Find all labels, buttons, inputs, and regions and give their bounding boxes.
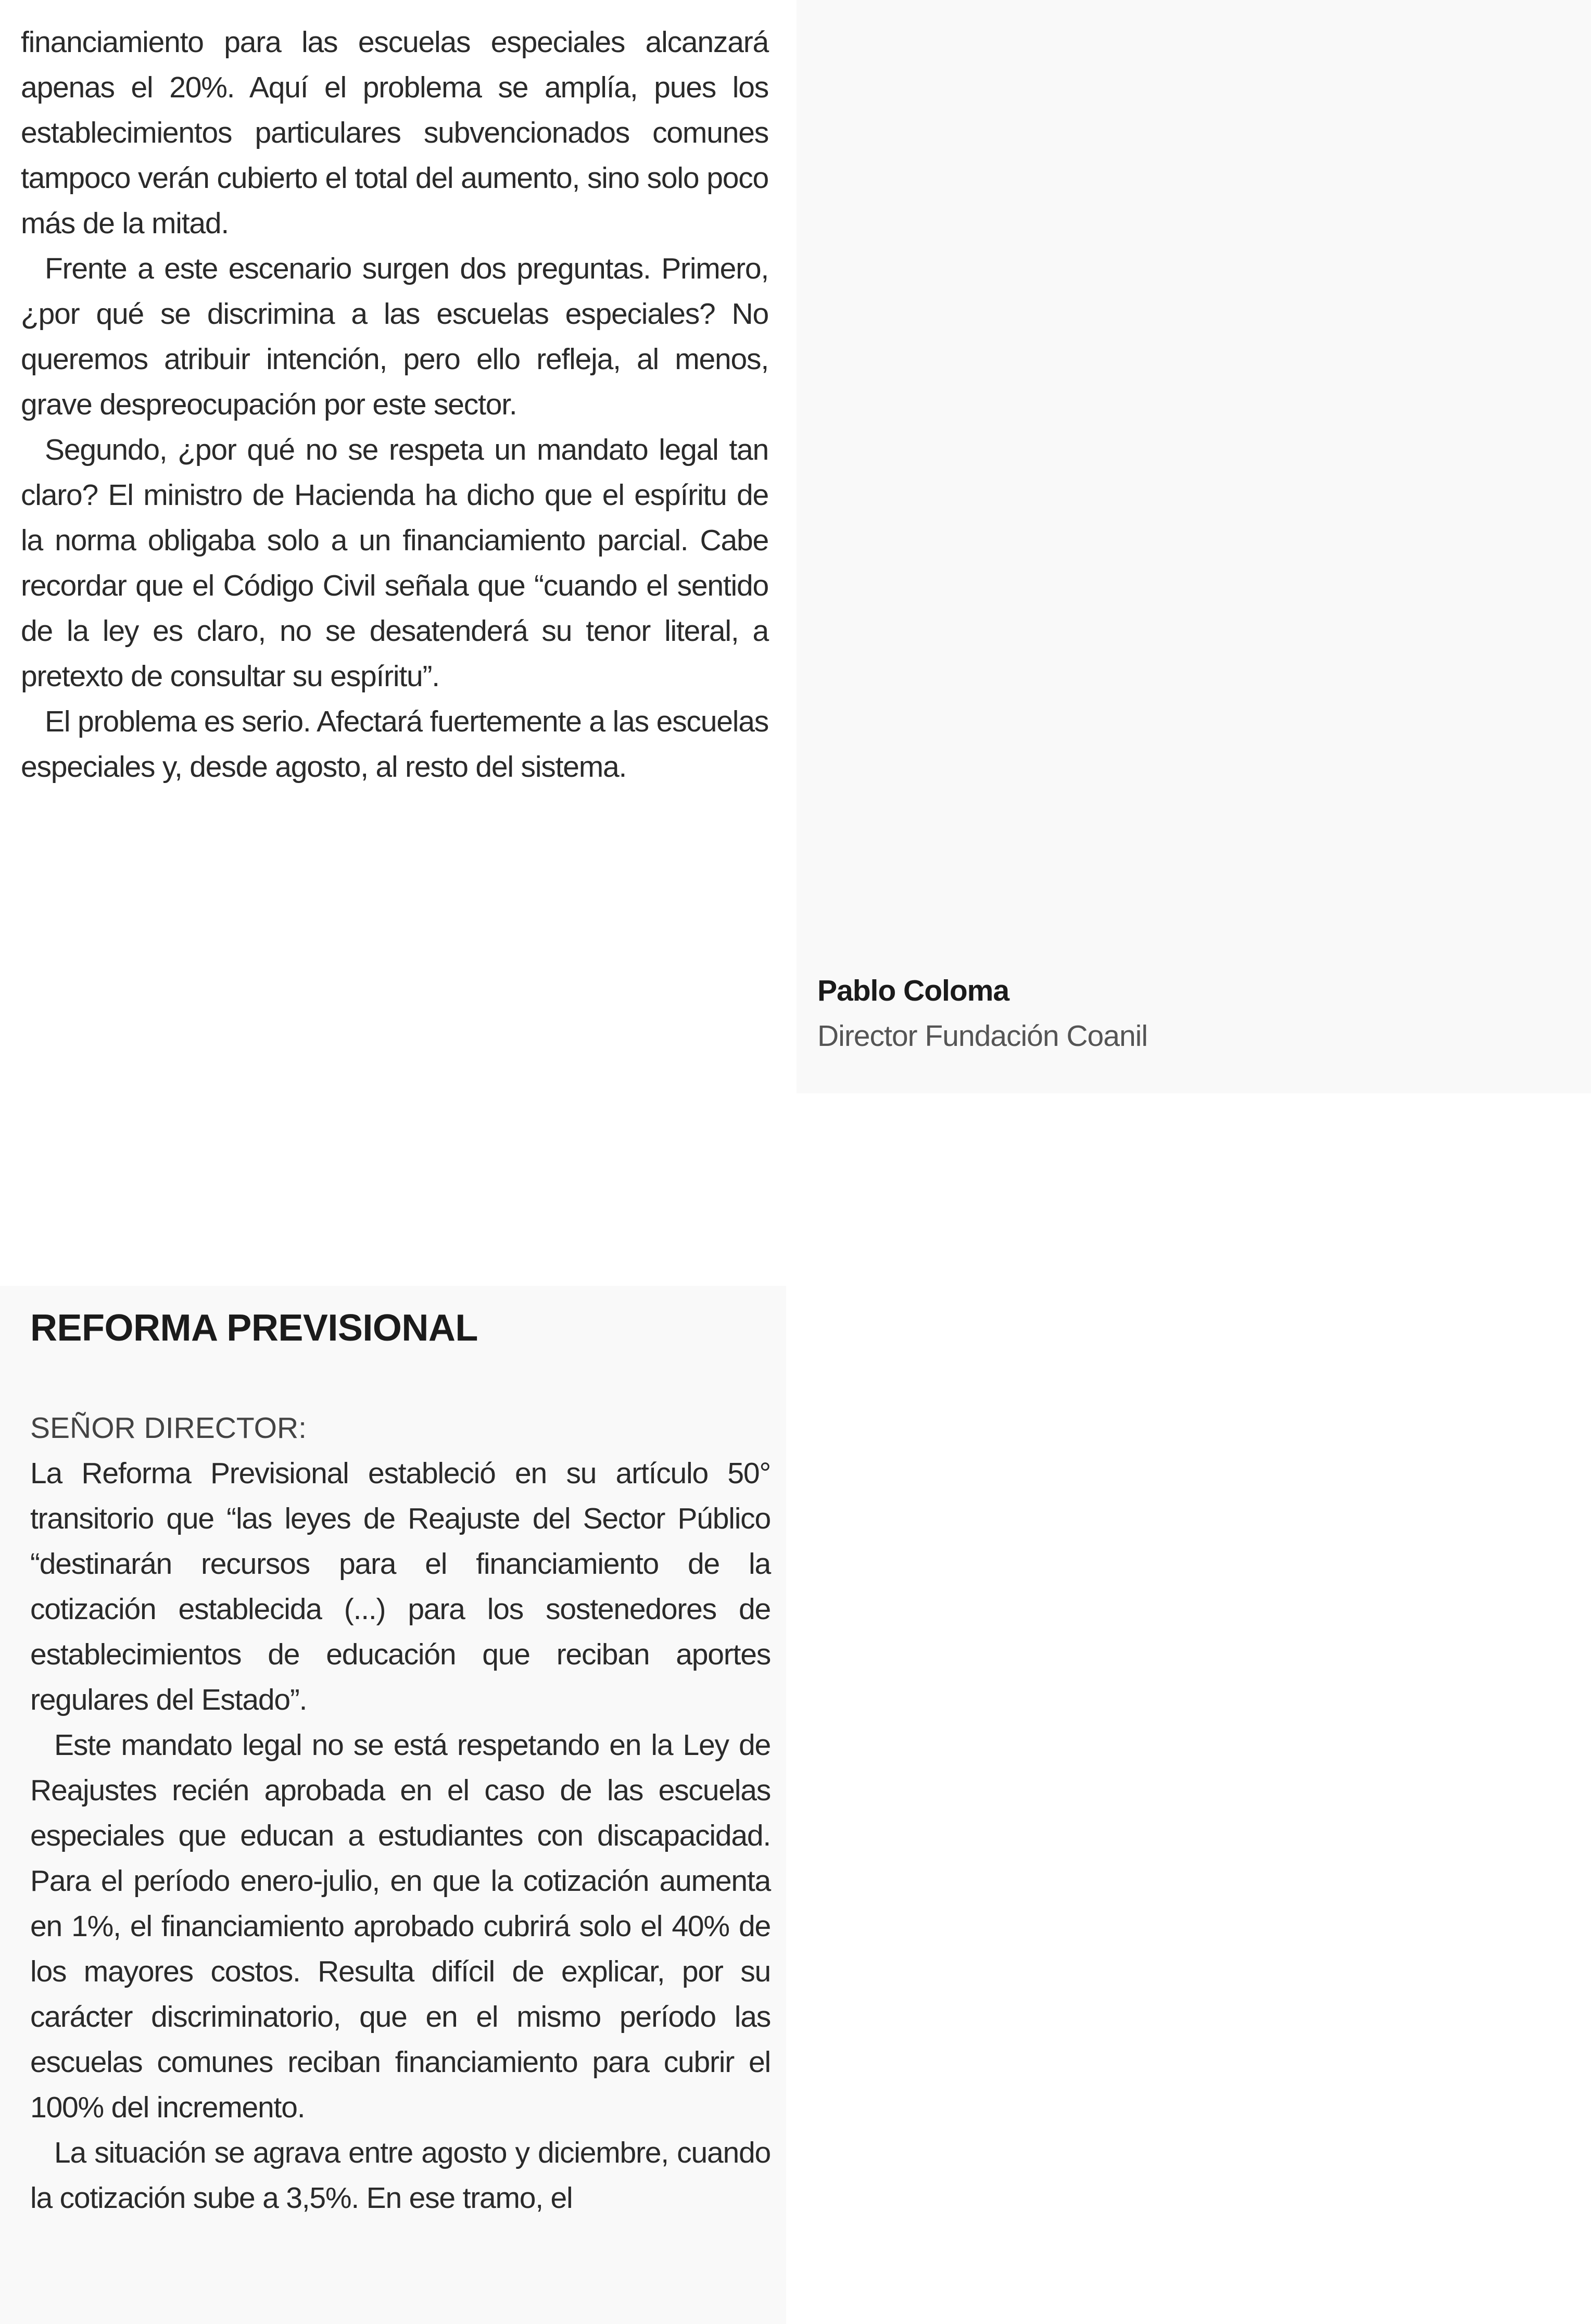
left-paragraph-3: La situación se agrava entre agosto y diciembre, cuando la cotización sube a 3,5%. En ese tramo, el (30, 2136, 771, 2215)
left-paragraph-2: Este mandato legal no se está respetando en la Ley de Reajustes recién aprobada en el caso de las escuelas especiales que educan a estudiantes con discapacidad. Para el período enero-julio, en que la cotización aumenta en 1%, el financiamiento aprobado cubrirá solo el 40% de los mayores costos. Resulta difícil de explicar, por su carácter discriminatorio, que en el mismo período las escuelas comunes reciban financiamiento para cubrir el 100% del incremento. (30, 1728, 771, 2124)
signature-block (817, 968, 1147, 1059)
right-column-text (21, 20, 768, 790)
right-paragraph-1: financiamiento para las escuelas especiales alcanzará apenas el 20%. Aquí el problema se amplía, pues los establecimientos particulares subvencionados comunes tampoco verán cubierto el total del aumento, sino solo poco más de la mitad. (21, 26, 768, 240)
right-paragraph-3: Segundo, ¿por qué no se respeta un mandato legal tan claro? El ministro de Hacienda ha dicho que el espíritu de la norma obligaba solo a un financiamiento parcial. Cabe recordar que el Código Civil señala que “cuando el sentido de la ley es claro, no se desatenderá su tenor literal, a pretexto de consultar su espíritu”. (21, 433, 768, 693)
letter-salutation: SEÑOR DIRECTOR: (30, 1411, 307, 1445)
right-column-background (797, 0, 1591, 1093)
letter-headline: REFORMA PREVISIONAL (30, 1307, 478, 1349)
left-paragraph-1: La Reforma Previsional estableció en su artículo 50° transitorio que “las leyes de Reajuste del Sector Público “destinarán recursos para el financiamiento de la cotización establecida (...) para los sostenedores de establecimientos de educación que reciban aportes regulares del Estado”. (30, 1457, 771, 1716)
left-column-text (30, 1451, 771, 2221)
signature-name: Pablo Coloma (817, 974, 1009, 1007)
right-paragraph-4: El problema es serio. Afectará fuertemente a las escuelas especiales y, desde agosto, al resto del sistema. (21, 705, 768, 784)
signature-role: Director Fundación Coanil (817, 1019, 1147, 1053)
right-paragraph-2: Frente a este escenario surgen dos preguntas. Primero, ¿por qué se discrimina a las escuelas especiales? No queremos atribuir intención, pero ello refleja, al menos, grave despreocupación por este sector. (21, 252, 768, 421)
